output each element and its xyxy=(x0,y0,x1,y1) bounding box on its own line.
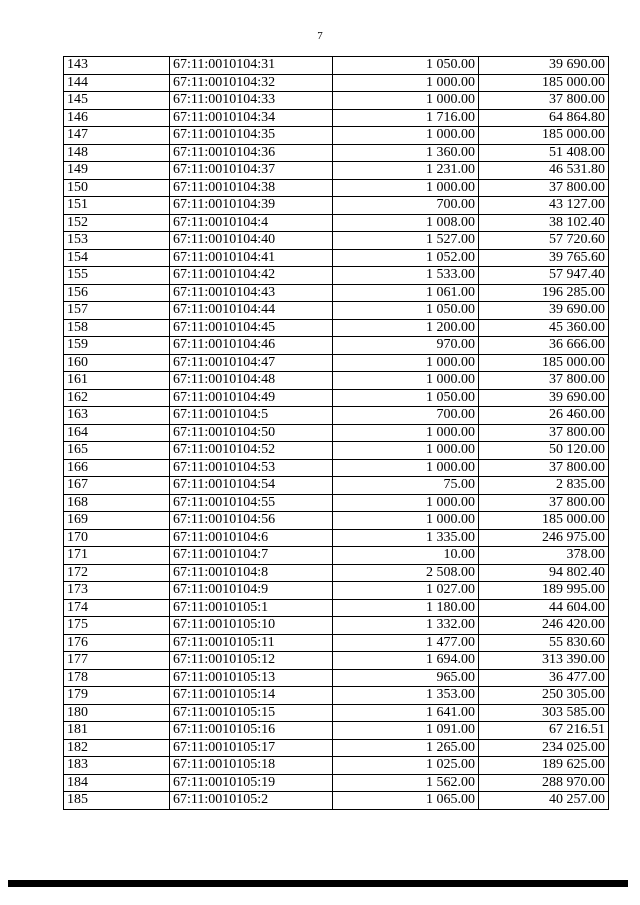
row-number-cell: 143 xyxy=(64,57,170,75)
cadastral-value-cell: 57 947.40 xyxy=(479,267,609,285)
cadastral-value-cell: 185 000.00 xyxy=(479,127,609,145)
cadastral-value-cell: 313 390.00 xyxy=(479,652,609,670)
cadastral-value-cell: 196 285.00 xyxy=(479,284,609,302)
page-bottom-rule xyxy=(8,880,628,887)
area-cell: 1 000.00 xyxy=(333,512,479,530)
row-number-cell: 145 xyxy=(64,92,170,110)
area-cell: 1 050.00 xyxy=(333,57,479,75)
area-cell: 1 533.00 xyxy=(333,267,479,285)
cadastral-value-cell: 185 000.00 xyxy=(479,354,609,372)
area-cell: 700.00 xyxy=(333,407,479,425)
cadastral-value-cell: 37 800.00 xyxy=(479,494,609,512)
table-row xyxy=(64,354,609,372)
row-number-cell: 160 xyxy=(64,354,170,372)
row-number-cell: 183 xyxy=(64,757,170,775)
area-cell: 1 562.00 xyxy=(333,774,479,792)
row-number-cell: 147 xyxy=(64,127,170,145)
table-row xyxy=(64,74,609,92)
cadastral-number-cell: 67:11:0010104:48 xyxy=(170,372,333,390)
table-row xyxy=(64,127,609,145)
table-row xyxy=(64,214,609,232)
row-number-cell: 154 xyxy=(64,249,170,267)
cadastral-value-cell: 246 420.00 xyxy=(479,617,609,635)
area-cell: 1 200.00 xyxy=(333,319,479,337)
row-number-cell: 167 xyxy=(64,477,170,495)
table-row xyxy=(64,284,609,302)
row-number-cell: 161 xyxy=(64,372,170,390)
table-row xyxy=(64,494,609,512)
table-row xyxy=(64,302,609,320)
table-row xyxy=(64,722,609,740)
area-cell: 970.00 xyxy=(333,337,479,355)
area-cell: 1 008.00 xyxy=(333,214,479,232)
cadastral-number-cell: 67:11:0010105:11 xyxy=(170,634,333,652)
cadastral-value-cell: 234 025.00 xyxy=(479,739,609,757)
table-row xyxy=(64,459,609,477)
row-number-cell: 148 xyxy=(64,144,170,162)
cadastral-number-cell: 67:11:0010104:41 xyxy=(170,249,333,267)
row-number-cell: 173 xyxy=(64,582,170,600)
cadastral-number-cell: 67:11:0010104:36 xyxy=(170,144,333,162)
row-number-cell: 146 xyxy=(64,109,170,127)
table-row xyxy=(64,599,609,617)
table-row xyxy=(64,477,609,495)
table-row xyxy=(64,424,609,442)
table-row xyxy=(64,512,609,530)
row-number-cell: 171 xyxy=(64,547,170,565)
table-row xyxy=(64,669,609,687)
cadastral-number-cell: 67:11:0010104:44 xyxy=(170,302,333,320)
cadastral-number-cell: 67:11:0010104:53 xyxy=(170,459,333,477)
cadastral-number-cell: 67:11:0010104:50 xyxy=(170,424,333,442)
table-row xyxy=(64,652,609,670)
cadastral-value-cell: 50 120.00 xyxy=(479,442,609,460)
area-cell: 1 180.00 xyxy=(333,599,479,617)
cadastral-value-cell: 44 604.00 xyxy=(479,599,609,617)
cadastral-number-cell: 67:11:0010104:7 xyxy=(170,547,333,565)
row-number-cell: 149 xyxy=(64,162,170,180)
area-cell: 700.00 xyxy=(333,197,479,215)
cadastral-value-cell: 250 305.00 xyxy=(479,687,609,705)
table-row xyxy=(64,232,609,250)
table-row xyxy=(64,144,609,162)
area-cell: 1 265.00 xyxy=(333,739,479,757)
area-cell: 965.00 xyxy=(333,669,479,687)
table-row xyxy=(64,704,609,722)
row-number-cell: 144 xyxy=(64,74,170,92)
row-number-cell: 162 xyxy=(64,389,170,407)
cadastral-value-cell: 94 802.40 xyxy=(479,564,609,582)
area-cell: 1 000.00 xyxy=(333,442,479,460)
area-cell: 1 000.00 xyxy=(333,459,479,477)
cadastral-number-cell: 67:11:0010104:39 xyxy=(170,197,333,215)
cadastral-number-cell: 67:11:0010105:19 xyxy=(170,774,333,792)
table-body xyxy=(64,57,609,810)
area-cell: 1 000.00 xyxy=(333,494,479,512)
area-cell: 1 332.00 xyxy=(333,617,479,635)
area-cell: 1 000.00 xyxy=(333,424,479,442)
row-number-cell: 168 xyxy=(64,494,170,512)
area-cell: 1 000.00 xyxy=(333,372,479,390)
area-cell: 1 353.00 xyxy=(333,687,479,705)
cadastral-value-cell: 36 477.00 xyxy=(479,669,609,687)
table-row xyxy=(64,267,609,285)
table-row xyxy=(64,197,609,215)
table-row xyxy=(64,739,609,757)
cadastral-number-cell: 67:11:0010104:34 xyxy=(170,109,333,127)
area-cell: 1 000.00 xyxy=(333,74,479,92)
cadastral-value-cell: 26 460.00 xyxy=(479,407,609,425)
cadastral-number-cell: 67:11:0010104:42 xyxy=(170,267,333,285)
cadastral-number-cell: 67:11:0010104:35 xyxy=(170,127,333,145)
cadastral-number-cell: 67:11:0010104:56 xyxy=(170,512,333,530)
table-row xyxy=(64,634,609,652)
cadastral-number-cell: 67:11:0010104:45 xyxy=(170,319,333,337)
table-row xyxy=(64,319,609,337)
area-cell: 1 694.00 xyxy=(333,652,479,670)
area-cell: 1 061.00 xyxy=(333,284,479,302)
table-row xyxy=(64,582,609,600)
row-number-cell: 151 xyxy=(64,197,170,215)
cadastral-value-cell: 45 360.00 xyxy=(479,319,609,337)
table-row xyxy=(64,162,609,180)
row-number-cell: 175 xyxy=(64,617,170,635)
cadastral-value-cell: 57 720.60 xyxy=(479,232,609,250)
area-cell: 1 000.00 xyxy=(333,354,479,372)
cadastral-number-cell: 67:11:0010104:49 xyxy=(170,389,333,407)
area-cell: 1 050.00 xyxy=(333,302,479,320)
cadastral-value-cell: 246 975.00 xyxy=(479,529,609,547)
row-number-cell: 166 xyxy=(64,459,170,477)
area-cell: 1 360.00 xyxy=(333,144,479,162)
cadastral-number-cell: 67:11:0010105:17 xyxy=(170,739,333,757)
table-row xyxy=(64,57,609,75)
area-cell: 1 027.00 xyxy=(333,582,479,600)
row-number-cell: 185 xyxy=(64,792,170,810)
row-number-cell: 153 xyxy=(64,232,170,250)
cadastral-number-cell: 67:11:0010104:54 xyxy=(170,477,333,495)
table-row xyxy=(64,337,609,355)
area-cell: 10.00 xyxy=(333,547,479,565)
cadastral-number-cell: 67:11:0010104:46 xyxy=(170,337,333,355)
table-row xyxy=(64,249,609,267)
cadastral-value-cell: 2 835.00 xyxy=(479,477,609,495)
row-number-cell: 184 xyxy=(64,774,170,792)
cadastral-value-cell: 303 585.00 xyxy=(479,704,609,722)
area-cell: 1 065.00 xyxy=(333,792,479,810)
cadastral-number-cell: 67:11:0010105:15 xyxy=(170,704,333,722)
cadastral-value-cell: 64 864.80 xyxy=(479,109,609,127)
cadastral-number-cell: 67:11:0010104:5 xyxy=(170,407,333,425)
row-number-cell: 172 xyxy=(64,564,170,582)
table-row xyxy=(64,407,609,425)
row-number-cell: 169 xyxy=(64,512,170,530)
cadastral-value-cell: 55 830.60 xyxy=(479,634,609,652)
table-row xyxy=(64,547,609,565)
page-number: 7 xyxy=(317,30,323,42)
cadastral-value-cell: 288 970.00 xyxy=(479,774,609,792)
cadastral-number-cell: 67:11:0010104:40 xyxy=(170,232,333,250)
cadastral-number-cell: 67:11:0010104:33 xyxy=(170,92,333,110)
table-row xyxy=(64,564,609,582)
cadastral-number-cell: 67:11:0010104:9 xyxy=(170,582,333,600)
row-number-cell: 181 xyxy=(64,722,170,740)
cadastral-number-cell: 67:11:0010104:47 xyxy=(170,354,333,372)
table-row xyxy=(64,442,609,460)
cadastral-value-cell: 185 000.00 xyxy=(479,74,609,92)
cadastral-value-cell: 37 800.00 xyxy=(479,459,609,477)
cadastral-value-cell: 38 102.40 xyxy=(479,214,609,232)
cadastral-number-cell: 67:11:0010104:6 xyxy=(170,529,333,547)
cadastral-number-cell: 67:11:0010105:18 xyxy=(170,757,333,775)
land-registry-table xyxy=(63,56,609,810)
row-number-cell: 163 xyxy=(64,407,170,425)
row-number-cell: 159 xyxy=(64,337,170,355)
area-cell: 2 508.00 xyxy=(333,564,479,582)
row-number-cell: 179 xyxy=(64,687,170,705)
row-number-cell: 174 xyxy=(64,599,170,617)
area-cell: 1 335.00 xyxy=(333,529,479,547)
cadastral-value-cell: 189 625.00 xyxy=(479,757,609,775)
row-number-cell: 150 xyxy=(64,179,170,197)
table-row xyxy=(64,757,609,775)
cadastral-value-cell: 37 800.00 xyxy=(479,424,609,442)
cadastral-number-cell: 67:11:0010104:31 xyxy=(170,57,333,75)
row-number-cell: 165 xyxy=(64,442,170,460)
row-number-cell: 157 xyxy=(64,302,170,320)
area-cell: 1 052.00 xyxy=(333,249,479,267)
cadastral-number-cell: 67:11:0010104:43 xyxy=(170,284,333,302)
cadastral-number-cell: 67:11:0010104:37 xyxy=(170,162,333,180)
cadastral-value-cell: 39 690.00 xyxy=(479,389,609,407)
area-cell: 1 641.00 xyxy=(333,704,479,722)
cadastral-value-cell: 37 800.00 xyxy=(479,179,609,197)
cadastral-number-cell: 67:11:0010105:16 xyxy=(170,722,333,740)
table-row xyxy=(64,687,609,705)
row-number-cell: 176 xyxy=(64,634,170,652)
cadastral-value-cell: 185 000.00 xyxy=(479,512,609,530)
table-row xyxy=(64,179,609,197)
table-row xyxy=(64,92,609,110)
area-cell: 1 050.00 xyxy=(333,389,479,407)
cadastral-value-cell: 37 800.00 xyxy=(479,92,609,110)
table-row xyxy=(64,774,609,792)
row-number-cell: 155 xyxy=(64,267,170,285)
row-number-cell: 182 xyxy=(64,739,170,757)
cadastral-number-cell: 67:11:0010104:38 xyxy=(170,179,333,197)
cadastral-number-cell: 67:11:0010105:12 xyxy=(170,652,333,670)
cadastral-number-cell: 67:11:0010104:4 xyxy=(170,214,333,232)
row-number-cell: 170 xyxy=(64,529,170,547)
table-row xyxy=(64,389,609,407)
cadastral-number-cell: 67:11:0010105:1 xyxy=(170,599,333,617)
cadastral-number-cell: 67:11:0010105:2 xyxy=(170,792,333,810)
table-row xyxy=(64,792,609,810)
area-cell: 75.00 xyxy=(333,477,479,495)
row-number-cell: 156 xyxy=(64,284,170,302)
cadastral-value-cell: 37 800.00 xyxy=(479,372,609,390)
cadastral-value-cell: 189 995.00 xyxy=(479,582,609,600)
area-cell: 1 091.00 xyxy=(333,722,479,740)
cadastral-value-cell: 39 765.60 xyxy=(479,249,609,267)
row-number-cell: 177 xyxy=(64,652,170,670)
cadastral-number-cell: 67:11:0010105:13 xyxy=(170,669,333,687)
cadastral-value-cell: 39 690.00 xyxy=(479,302,609,320)
cadastral-number-cell: 67:11:0010104:52 xyxy=(170,442,333,460)
cadastral-number-cell: 67:11:0010104:55 xyxy=(170,494,333,512)
cadastral-value-cell: 46 531.80 xyxy=(479,162,609,180)
table-row xyxy=(64,109,609,127)
area-cell: 1 231.00 xyxy=(333,162,479,180)
area-cell: 1 716.00 xyxy=(333,109,479,127)
cadastral-value-cell: 43 127.00 xyxy=(479,197,609,215)
table-row xyxy=(64,372,609,390)
area-cell: 1 000.00 xyxy=(333,92,479,110)
area-cell: 1 000.00 xyxy=(333,179,479,197)
cadastral-value-cell: 378.00 xyxy=(479,547,609,565)
row-number-cell: 164 xyxy=(64,424,170,442)
area-cell: 1 000.00 xyxy=(333,127,479,145)
area-cell: 1 025.00 xyxy=(333,757,479,775)
cadastral-value-cell: 40 257.00 xyxy=(479,792,609,810)
cadastral-value-cell: 39 690.00 xyxy=(479,57,609,75)
cadastral-number-cell: 67:11:0010104:8 xyxy=(170,564,333,582)
row-number-cell: 178 xyxy=(64,669,170,687)
cadastral-value-cell: 67 216.51 xyxy=(479,722,609,740)
cadastral-value-cell: 36 666.00 xyxy=(479,337,609,355)
cadastral-value-cell: 51 408.00 xyxy=(479,144,609,162)
table-row xyxy=(64,529,609,547)
row-number-cell: 180 xyxy=(64,704,170,722)
area-cell: 1 527.00 xyxy=(333,232,479,250)
cadastral-number-cell: 67:11:0010105:10 xyxy=(170,617,333,635)
row-number-cell: 158 xyxy=(64,319,170,337)
row-number-cell: 152 xyxy=(64,214,170,232)
table-row xyxy=(64,617,609,635)
area-cell: 1 477.00 xyxy=(333,634,479,652)
cadastral-number-cell: 67:11:0010105:14 xyxy=(170,687,333,705)
cadastral-number-cell: 67:11:0010104:32 xyxy=(170,74,333,92)
